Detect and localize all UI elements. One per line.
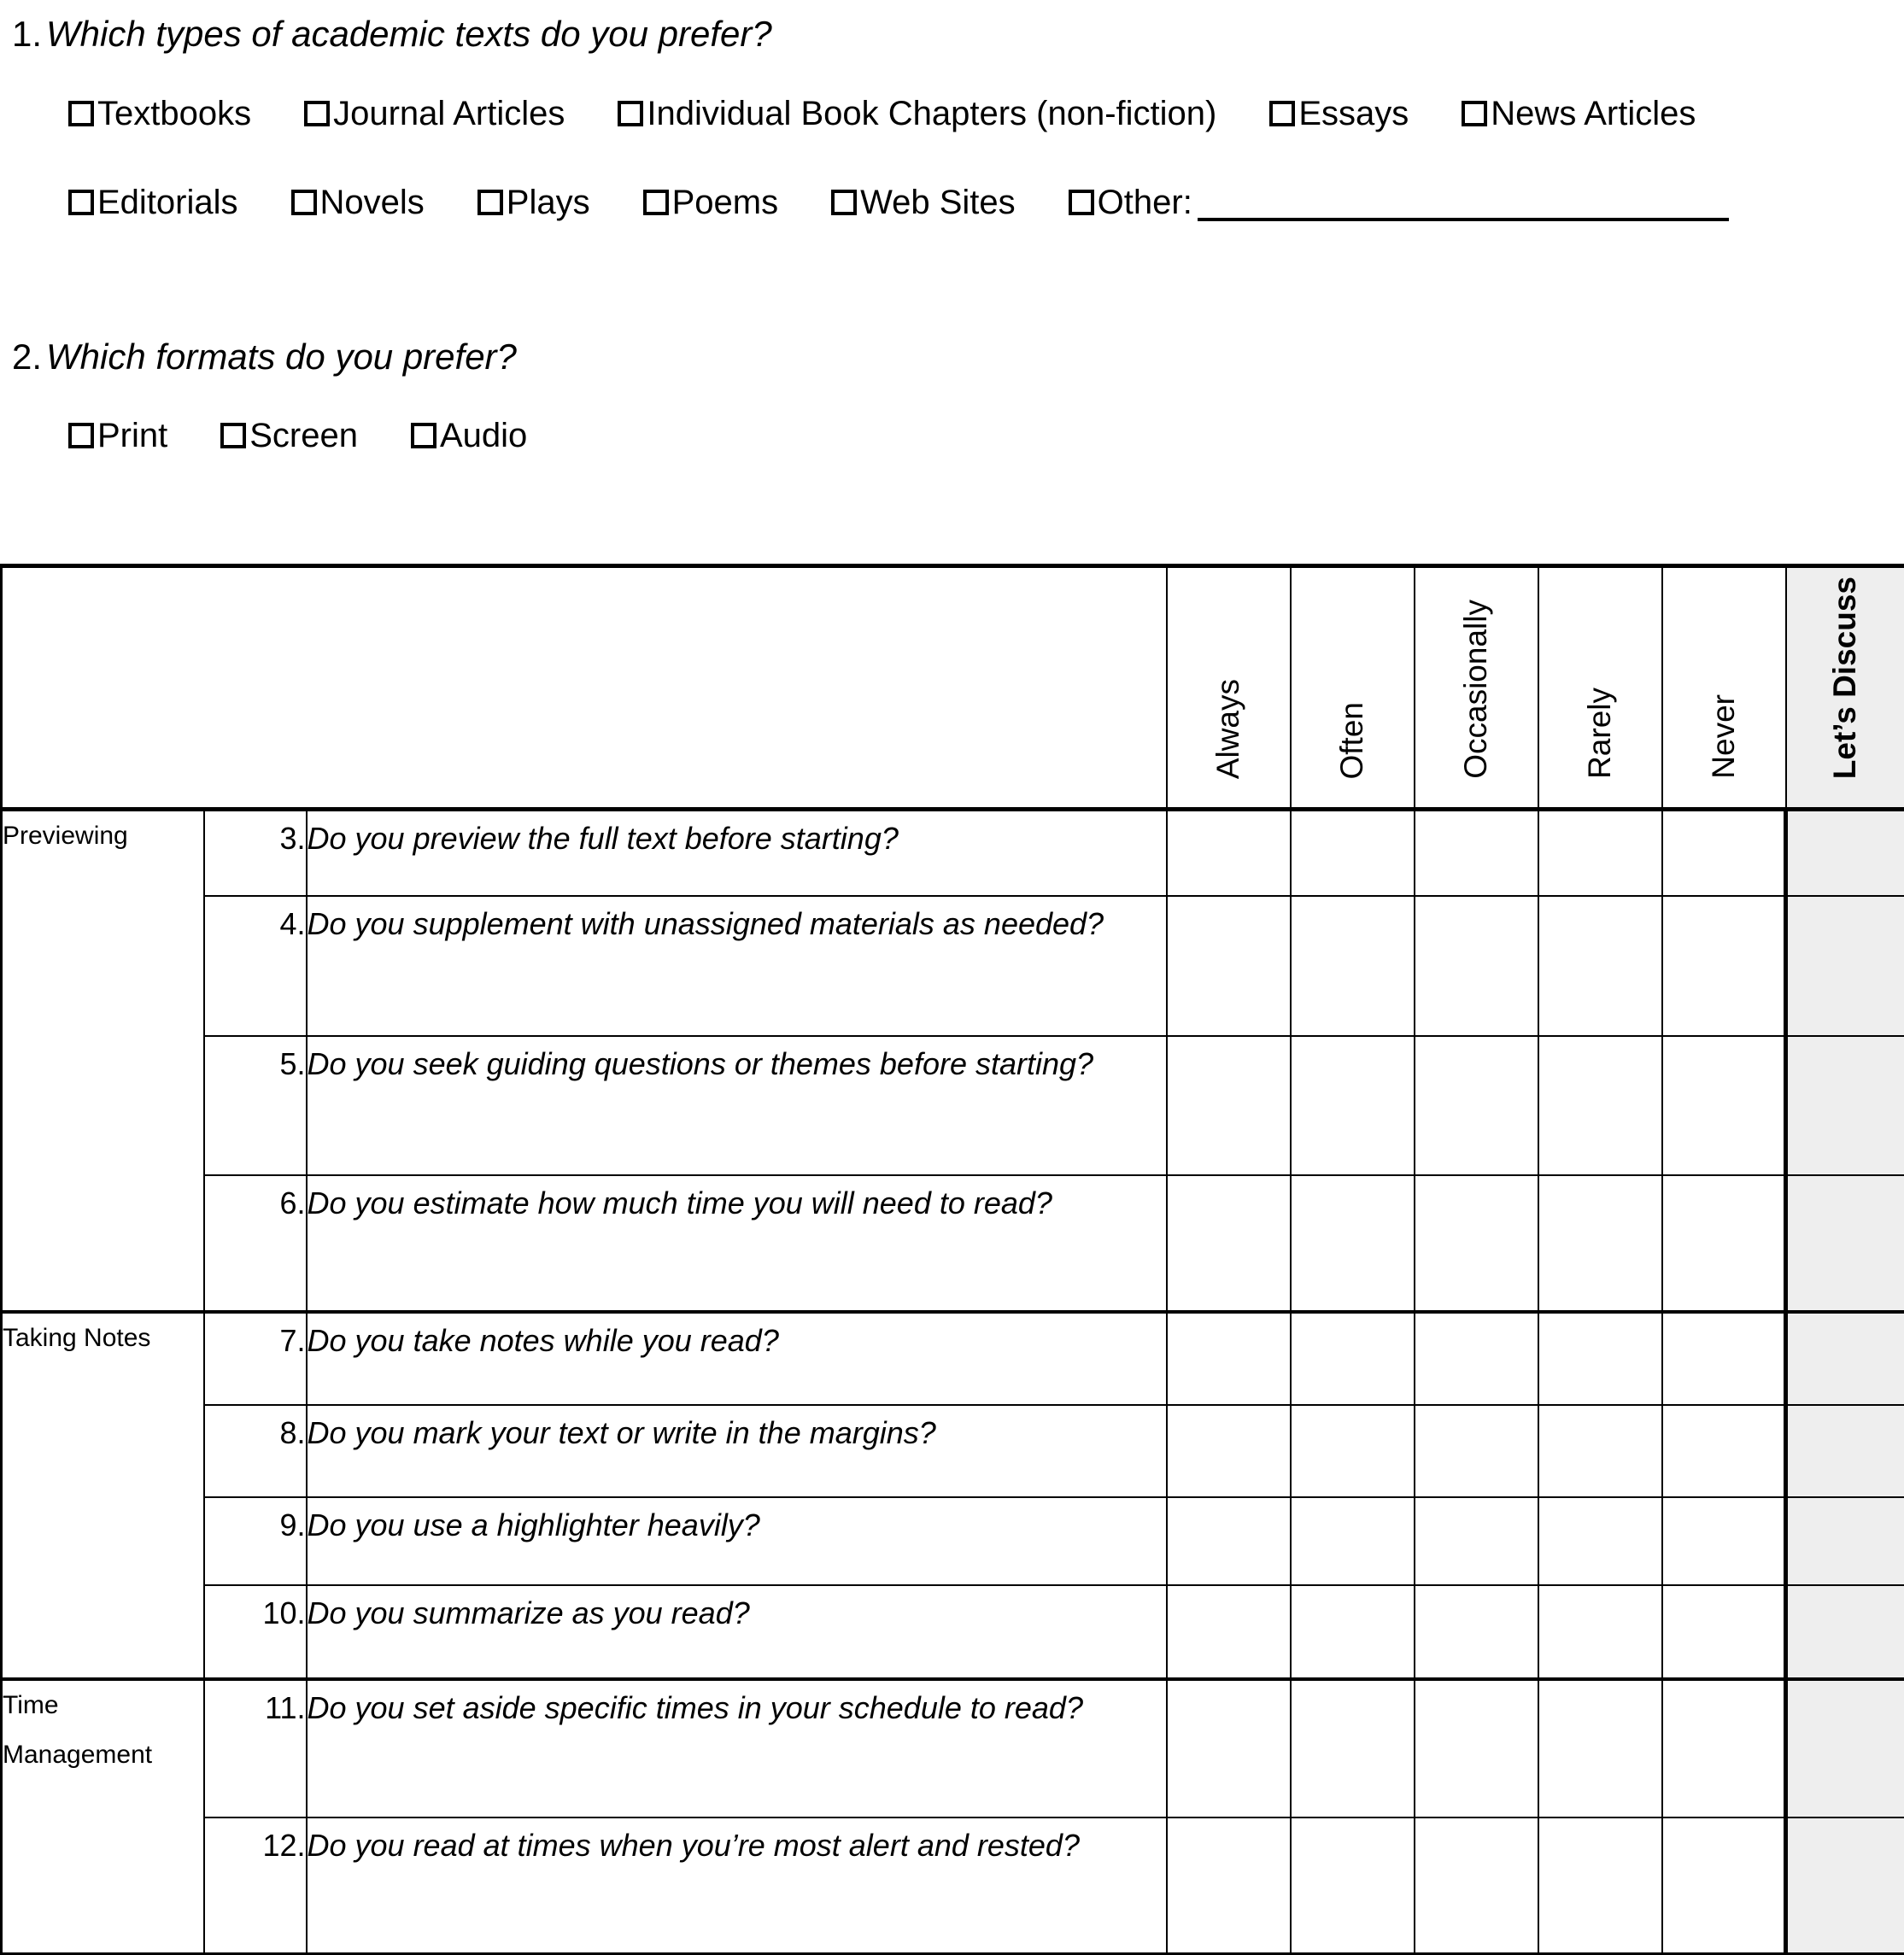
row-question: Do you summarize as you read? (307, 1585, 1167, 1679)
rating-cell-often[interactable] (1291, 896, 1415, 1036)
rating-cell-occasionally[interactable] (1415, 1817, 1538, 1954)
checkbox-textbooks[interactable] (68, 94, 251, 133)
rating-cell-occasionally[interactable] (1415, 810, 1538, 896)
rating-cell-never[interactable] (1662, 1817, 1786, 1954)
col-header-rarely: Rarely (1538, 566, 1662, 810)
checkbox-print[interactable] (68, 416, 167, 455)
rating-cell-often[interactable] (1291, 1175, 1415, 1312)
question-2-heading (12, 337, 517, 378)
row-number: 3. (204, 810, 307, 896)
checkbox-journal-articles[interactable] (304, 94, 565, 133)
table-row-q10 (2, 1585, 1904, 1679)
table-row-q4 (2, 896, 1904, 1036)
rating-cell-rarely[interactable] (1538, 1497, 1662, 1585)
row-number: 6. (204, 1175, 307, 1312)
checkbox-label: Essays (1298, 95, 1409, 132)
checkbox-label: Textbooks (97, 95, 252, 132)
row-question: Do you read at times when you’re most alert and rested? (307, 1817, 1167, 1954)
rating-cell-occasionally[interactable] (1415, 896, 1538, 1036)
question-1-text: Which types of academic texts do you prefer? (46, 14, 772, 54)
rating-cell-never[interactable] (1662, 1312, 1786, 1405)
checkbox-label: News Articles (1491, 95, 1696, 132)
checkbox-box[interactable] (477, 190, 503, 215)
row-question: Do you take notes while you read? (307, 1312, 1167, 1405)
rating-cell-never[interactable] (1662, 810, 1786, 896)
rating-cell-rarely[interactable] (1538, 810, 1662, 896)
col-header-never: Never (1662, 566, 1786, 810)
rating-cell-often[interactable] (1291, 1679, 1415, 1817)
row-number: 7. (204, 1312, 307, 1405)
rating-cell-always[interactable] (1167, 1405, 1291, 1497)
other-input-line[interactable] (1198, 184, 1729, 221)
rating-cell-always[interactable] (1167, 1036, 1291, 1175)
checkbox-label: Novels (319, 184, 425, 221)
row-number: 4. (204, 896, 307, 1036)
table-row-q5 (2, 1036, 1904, 1175)
question-2-number: 2. (12, 337, 43, 377)
table-row-q3 (2, 810, 1904, 896)
rating-cell-always[interactable] (1167, 1679, 1291, 1817)
table-row-q11 (2, 1679, 1904, 1817)
rating-cell-lets-discuss[interactable] (1786, 1175, 1904, 1312)
row-question: Do you seek guiding questions or themes before starting? (307, 1036, 1167, 1175)
rating-cell-often[interactable] (1291, 1405, 1415, 1497)
checkbox-box[interactable] (68, 423, 94, 448)
rating-cell-often[interactable] (1291, 1036, 1415, 1175)
checkbox-novels[interactable] (291, 183, 425, 222)
checkbox-other[interactable] (1069, 183, 1729, 222)
checkbox-news-articles[interactable] (1462, 94, 1696, 133)
rating-cell-lets-discuss[interactable] (1786, 896, 1904, 1036)
checkbox-label: Plays (506, 184, 590, 221)
checkbox-box[interactable] (68, 190, 94, 215)
rating-cell-always[interactable] (1167, 810, 1291, 896)
checkbox-label: Audio (440, 417, 528, 454)
q1-options-row-1 (68, 94, 1696, 133)
checkbox-box[interactable] (643, 190, 669, 215)
rating-cell-occasionally[interactable] (1415, 1497, 1538, 1585)
q1-options-row-2 (68, 183, 1729, 222)
checkbox-box[interactable] (1069, 190, 1094, 215)
col-header-always: Always (1167, 566, 1291, 810)
rating-cell-never[interactable] (1662, 1497, 1786, 1585)
rating-cell-always[interactable] (1167, 1312, 1291, 1405)
checkbox-label: Screen (249, 417, 358, 454)
checkbox-box[interactable] (618, 101, 643, 126)
rating-cell-lets-discuss[interactable] (1786, 1679, 1904, 1817)
rating-cell-often[interactable] (1291, 810, 1415, 896)
checkbox-editorials[interactable] (68, 183, 238, 222)
rating-cell-often[interactable] (1291, 1817, 1415, 1954)
checkbox-audio[interactable] (411, 416, 527, 455)
rating-cell-never[interactable] (1662, 1036, 1786, 1175)
row-question: Do you mark your text or write in the margins? (307, 1405, 1167, 1497)
checkbox-label: Web Sites (860, 184, 1016, 221)
rating-cell-often[interactable] (1291, 1312, 1415, 1405)
rating-cell-occasionally[interactable] (1415, 1175, 1538, 1312)
row-number: 8. (204, 1405, 307, 1497)
reading-habits-table (0, 564, 1904, 1955)
rating-cell-always[interactable] (1167, 1175, 1291, 1312)
rating-cell-rarely[interactable] (1538, 1405, 1662, 1497)
header-empty-cell (2, 566, 1167, 810)
rating-cell-rarely[interactable] (1538, 1036, 1662, 1175)
rating-cell-occasionally[interactable] (1415, 1036, 1538, 1175)
checkbox-essays[interactable] (1269, 94, 1409, 133)
checkbox-box[interactable] (831, 190, 857, 215)
rating-cell-occasionally[interactable] (1415, 1585, 1538, 1679)
rating-cell-always[interactable] (1167, 1585, 1291, 1679)
checkbox-plays[interactable] (477, 183, 590, 222)
rating-cell-occasionally[interactable] (1415, 1405, 1538, 1497)
checkbox-label: Individual Book Chapters (non-fiction) (647, 95, 1217, 132)
table-header-row (2, 566, 1904, 810)
rating-cell-rarely[interactable] (1538, 1817, 1662, 1954)
checkbox-label: Other: (1097, 184, 1192, 221)
table-row-q7 (2, 1312, 1904, 1405)
rating-cell-lets-discuss[interactable] (1786, 1036, 1904, 1175)
rating-cell-never[interactable] (1662, 1405, 1786, 1497)
checkbox-screen[interactable] (220, 416, 358, 455)
rating-cell-lets-discuss[interactable] (1786, 1497, 1904, 1585)
checkbox-box[interactable] (1269, 101, 1295, 126)
rating-cell-often[interactable] (1291, 1585, 1415, 1679)
row-question: Do you preview the full text before starting? (307, 810, 1167, 896)
rating-cell-rarely[interactable] (1538, 1679, 1662, 1817)
question-2-text: Which formats do you prefer? (46, 337, 517, 377)
row-question: Do you supplement with unassigned materials as needed? (307, 896, 1167, 1036)
rating-cell-never[interactable] (1662, 1175, 1786, 1312)
table-row-q6 (2, 1175, 1904, 1312)
col-header-lets-discuss: Let’s Discuss (1786, 566, 1904, 810)
table-row-q8 (2, 1405, 1904, 1497)
rating-cell-lets-discuss[interactable] (1786, 810, 1904, 896)
rating-cell-occasionally[interactable] (1415, 1679, 1538, 1817)
checkbox-box[interactable] (1462, 101, 1487, 126)
rating-cell-lets-discuss[interactable] (1786, 1817, 1904, 1954)
checkbox-box[interactable] (411, 423, 436, 448)
rating-cell-lets-discuss[interactable] (1786, 1405, 1904, 1497)
rating-cell-rarely[interactable] (1538, 896, 1662, 1036)
question-1-heading (12, 14, 772, 55)
checkbox-label: Poems (671, 184, 779, 221)
row-question: Do you use a highlighter heavily? (307, 1497, 1167, 1585)
checkbox-individual-book-chapters[interactable] (618, 94, 1216, 133)
checkbox-box[interactable] (291, 190, 317, 215)
checkbox-poems[interactable] (643, 183, 779, 222)
row-number: 10. (204, 1585, 307, 1679)
rating-cell-always[interactable] (1167, 1817, 1291, 1954)
checkbox-label: Print (97, 417, 168, 454)
q2-options-row (68, 416, 527, 455)
checkbox-web-sites[interactable] (831, 183, 1016, 222)
checkbox-label: Journal Articles (333, 95, 565, 132)
rating-cell-never[interactable] (1662, 896, 1786, 1036)
row-number: 11. (204, 1679, 307, 1817)
rating-cell-rarely[interactable] (1538, 1312, 1662, 1405)
rating-cell-always[interactable] (1167, 1497, 1291, 1585)
rating-cell-rarely[interactable] (1538, 1585, 1662, 1679)
rating-cell-often[interactable] (1291, 1497, 1415, 1585)
rating-cell-lets-discuss[interactable] (1786, 1312, 1904, 1405)
rating-cell-always[interactable] (1167, 896, 1291, 1036)
category-taking-notes: Taking Notes (2, 1312, 204, 1679)
row-number: 5. (204, 1036, 307, 1175)
col-header-occasionally: Occasionally (1415, 566, 1538, 810)
table-row-q12 (2, 1817, 1904, 1954)
category-time-management: Time Management (2, 1679, 204, 1954)
rating-cell-never[interactable] (1662, 1585, 1786, 1679)
table-row-q9 (2, 1497, 1904, 1585)
row-question: Do you set aside specific times in your schedule to read? (307, 1679, 1167, 1817)
row-number: 9. (204, 1497, 307, 1585)
checkbox-label: Editorials (97, 184, 238, 221)
checkbox-box[interactable] (68, 101, 94, 126)
checkbox-box[interactable] (220, 423, 246, 448)
checkbox-box[interactable] (304, 101, 330, 126)
col-header-often: Often (1291, 566, 1415, 810)
rating-cell-lets-discuss[interactable] (1786, 1585, 1904, 1679)
category-previewing: Previewing (2, 810, 204, 1312)
question-1-number: 1. (12, 14, 43, 54)
row-question: Do you estimate how much time you will need to read? (307, 1175, 1167, 1312)
row-number: 12. (204, 1817, 307, 1954)
rating-cell-rarely[interactable] (1538, 1175, 1662, 1312)
rating-cell-occasionally[interactable] (1415, 1312, 1538, 1405)
rating-cell-never[interactable] (1662, 1679, 1786, 1817)
